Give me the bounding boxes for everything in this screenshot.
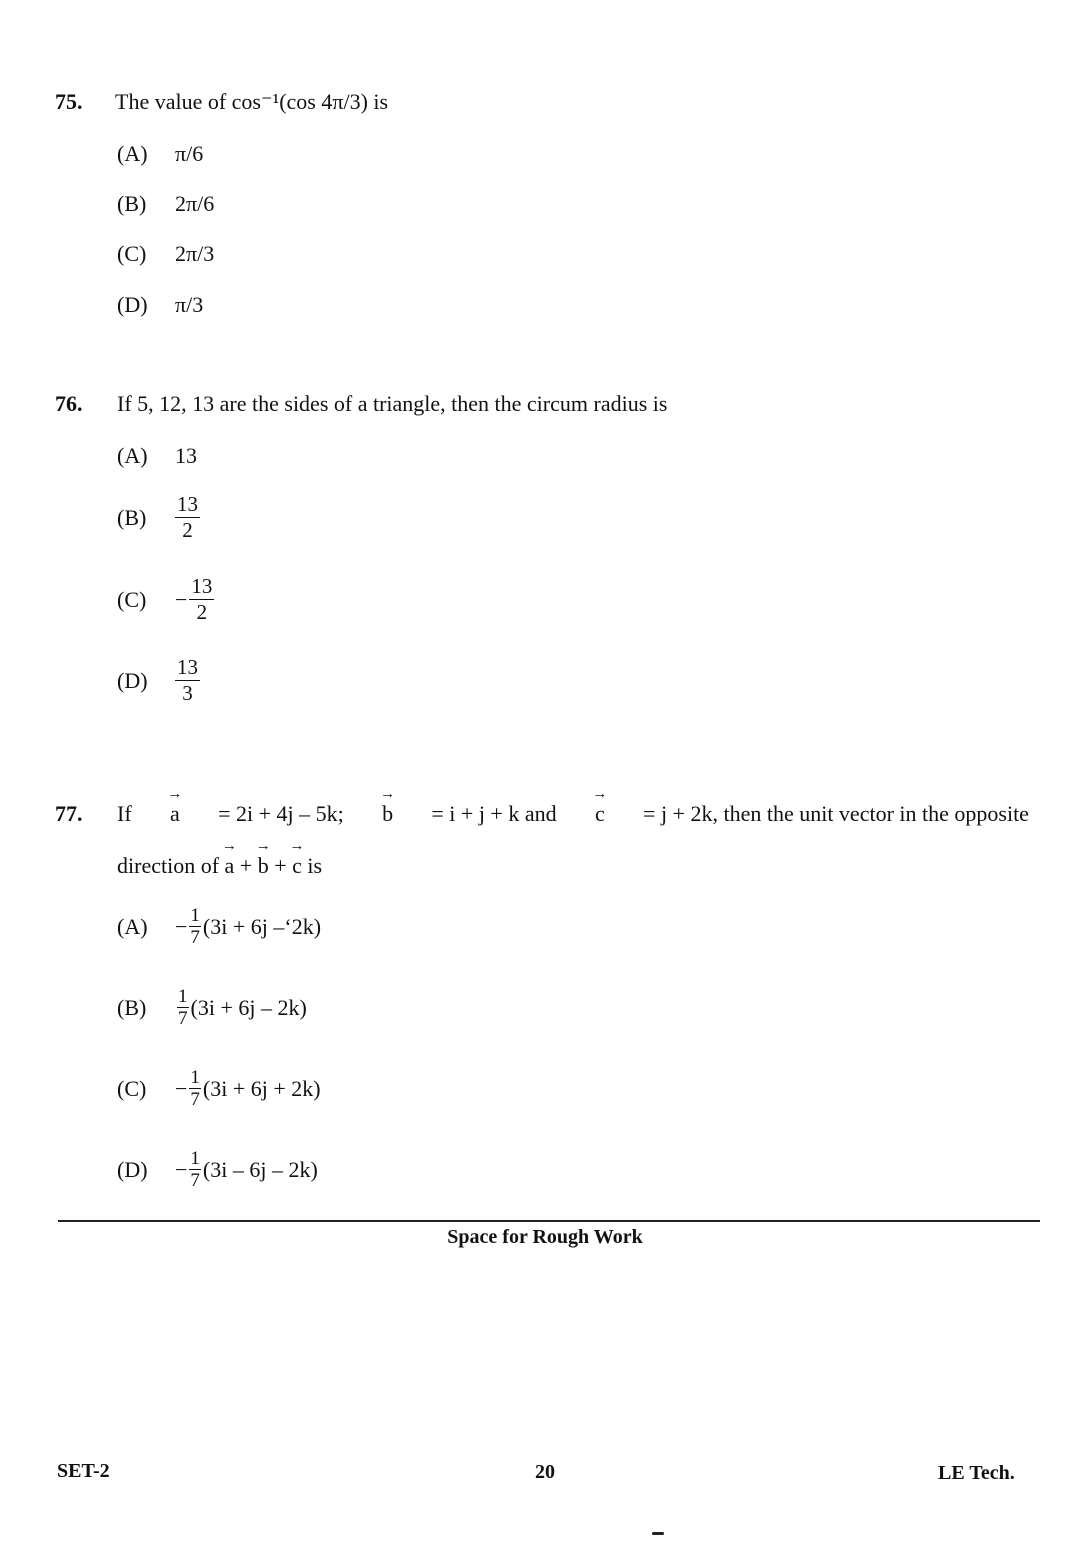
fraction xyxy=(189,906,201,947)
vector-b: → b xyxy=(258,853,269,879)
footer-set: SET-2 xyxy=(57,1460,110,1482)
vector-a: → a xyxy=(170,801,180,827)
fraction-denominator: 7 xyxy=(178,1008,188,1029)
fraction-numerator: 13 xyxy=(177,655,198,679)
option-c xyxy=(117,241,214,267)
fraction-numerator: 1 xyxy=(190,905,200,926)
option-d xyxy=(117,657,200,704)
option-b xyxy=(117,987,307,1028)
rough-work-label: Space for Rough Work xyxy=(447,1226,643,1248)
scan-mark xyxy=(652,1532,664,1535)
fraction xyxy=(177,987,189,1028)
option-label: (D) xyxy=(117,667,148,693)
vector-b: → b xyxy=(382,801,393,827)
option-b xyxy=(117,191,214,217)
option-value: π/6 xyxy=(175,141,204,166)
vector-c: → c xyxy=(292,853,302,879)
text-fragment: If xyxy=(117,801,132,826)
fraction-sign: − xyxy=(175,1075,188,1101)
option-label: (A) xyxy=(117,443,148,468)
option-value: π/3 xyxy=(175,292,204,317)
option-c xyxy=(117,1068,321,1109)
question-number: 76. xyxy=(55,391,83,416)
fraction-numerator: 1 xyxy=(190,1067,200,1088)
fraction-denominator: 7 xyxy=(190,927,200,948)
text-fragment: = i + j + k and xyxy=(431,801,557,826)
option-label: (D) xyxy=(117,1156,148,1182)
question-number: 75. xyxy=(55,89,83,114)
fraction xyxy=(189,576,214,623)
fraction-sign: − xyxy=(175,1156,188,1182)
question-number: 77. xyxy=(55,801,83,826)
fraction xyxy=(189,1068,201,1109)
option-b xyxy=(117,494,200,541)
option-a xyxy=(117,906,321,947)
option-a xyxy=(117,141,203,167)
option-value: 2π/6 xyxy=(175,191,215,216)
fraction-denominator: 7 xyxy=(190,1089,200,1110)
rough-work-divider xyxy=(58,1220,1040,1222)
text-fragment: + xyxy=(274,853,287,878)
option-expression: (3i + 6j – 2k) xyxy=(190,994,307,1020)
option-label: (C) xyxy=(117,586,147,612)
fraction xyxy=(175,657,200,704)
option-value: 2π/3 xyxy=(175,241,215,266)
fraction-denominator: 3 xyxy=(182,681,193,705)
fraction xyxy=(189,1149,201,1190)
option-d xyxy=(117,1149,318,1190)
text-fragment: = j + 2k, then the unit vector in the opposite xyxy=(643,801,1029,826)
option-expression: (3i – 6j – 2k) xyxy=(202,1156,318,1182)
option-label: (A) xyxy=(117,913,148,939)
vector-c: → c xyxy=(595,801,605,827)
question-text: If 5, 12, 13 are the sides of a triangle, then the circum radius is xyxy=(117,391,668,416)
option-label: (B) xyxy=(117,504,147,530)
option-c xyxy=(117,576,214,623)
text-fragment: = 2i + 4j – 5k; xyxy=(218,801,344,826)
fraction-denominator: 2 xyxy=(196,600,208,624)
footer-page-number: 20 xyxy=(535,1461,555,1483)
option-label: (A) xyxy=(117,141,148,166)
text-fragment: direction of xyxy=(117,853,220,878)
footer-subject: LE Tech. xyxy=(938,1462,1015,1484)
question-text-line-2 xyxy=(117,853,322,879)
option-expression: (3i + 6j –ʻ2k) xyxy=(202,913,322,939)
fraction-numerator: 13 xyxy=(191,574,213,598)
option-d xyxy=(117,292,203,318)
fraction-numerator: 1 xyxy=(190,1148,200,1169)
option-label: (C) xyxy=(117,1075,147,1101)
fraction-denominator: 7 xyxy=(190,1170,200,1191)
fraction-numerator: 1 xyxy=(178,986,188,1007)
option-label: (C) xyxy=(117,241,147,266)
fraction-sign: − xyxy=(175,586,188,612)
fraction xyxy=(175,494,200,541)
option-label: (D) xyxy=(117,292,148,317)
fraction-numerator: 13 xyxy=(177,492,198,516)
option-label: (B) xyxy=(117,191,147,216)
text-fragment: is xyxy=(307,853,323,878)
option-label: (B) xyxy=(117,994,147,1020)
option-a xyxy=(117,443,197,469)
vector-a: → a xyxy=(225,853,235,879)
fraction-sign: − xyxy=(175,913,188,939)
question-text: The value of cos⁻¹(cos 4π/3) is xyxy=(115,89,389,114)
text-fragment: + xyxy=(239,853,253,878)
fraction-denominator: 2 xyxy=(182,518,193,542)
option-expression: (3i + 6j + 2k) xyxy=(202,1075,321,1101)
question-text-line-1 xyxy=(117,801,1029,827)
option-value: 13 xyxy=(175,443,197,468)
